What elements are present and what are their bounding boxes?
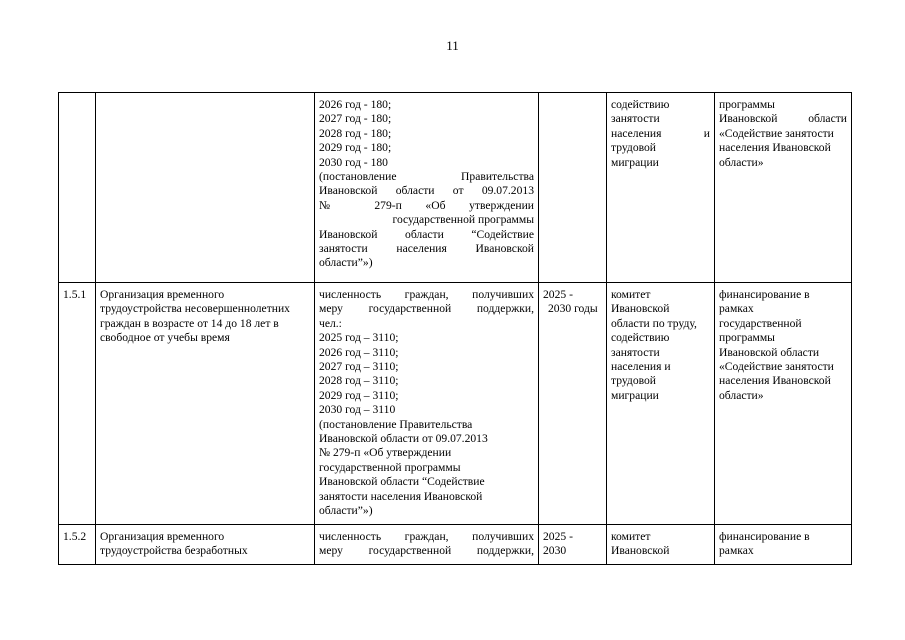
- indicator-cell: численность граждан, получивших меру государственной поддержки, чел.: 2025 год – 3110; 2026 год – 3110; 2027 год – 3110; 2028 год – 3110; 2029 год – 3110; 2030 год – 3110 (постановление Правительства Ивановской области от 09.07.2013 № 279-п «Об утверждении государственной программы Ивановской области “Содействие занятости населения Ивановской области”»): [315, 283, 539, 525]
- funding-source-cell: финансирование в рамках государственной программы Ивановской области «Содействие занятости населения Ивановской области»: [715, 283, 852, 525]
- table-row: [59, 525, 852, 565]
- period-cell: 2025 - 2030: [539, 525, 607, 565]
- row-number-cell: 1.5.2: [59, 525, 96, 565]
- period-cell: [539, 93, 607, 283]
- funding-source-cell: финансирование в рамках: [715, 525, 852, 565]
- indicator-cell: численность граждан, получивших меру государственной поддержки,: [315, 525, 539, 565]
- executor-cell: содействию занятости населения и трудовой миграции: [607, 93, 715, 283]
- table-row: [59, 93, 852, 283]
- executor-cell: комитет Ивановской области по труду, содействию занятости населения и трудовой миграции: [607, 283, 715, 525]
- period-cell: 2025 - 2030 годы: [539, 283, 607, 525]
- indicator-cell: 2026 год - 180; 2027 год - 180; 2028 год - 180; 2029 год - 180; 2030 год - 180 (постановление Правительства Ивановской области от 09.07.2013 № 279-п «Об утверждении государственной программы Ивановской области “Содействие занятости населения Ивановской области”»): [315, 93, 539, 283]
- row-number-cell: [59, 93, 96, 283]
- executor-cell: комитет Ивановской: [607, 525, 715, 565]
- activity-cell: Организация временного трудоустройства несовершеннолетних граждан в возрасте от 14 до 18 лет в свободное от учебы время: [96, 283, 315, 525]
- row-number-cell: 1.5.1: [59, 283, 96, 525]
- page-number: 11: [446, 38, 459, 53]
- activity-cell: Организация временного трудоустройства безработных: [96, 525, 315, 565]
- activities-table: [58, 92, 852, 565]
- activity-cell: [96, 93, 315, 283]
- table-row: [59, 283, 852, 525]
- funding-source-cell: программы Ивановской области «Содействие занятости населения Ивановской области»: [715, 93, 852, 283]
